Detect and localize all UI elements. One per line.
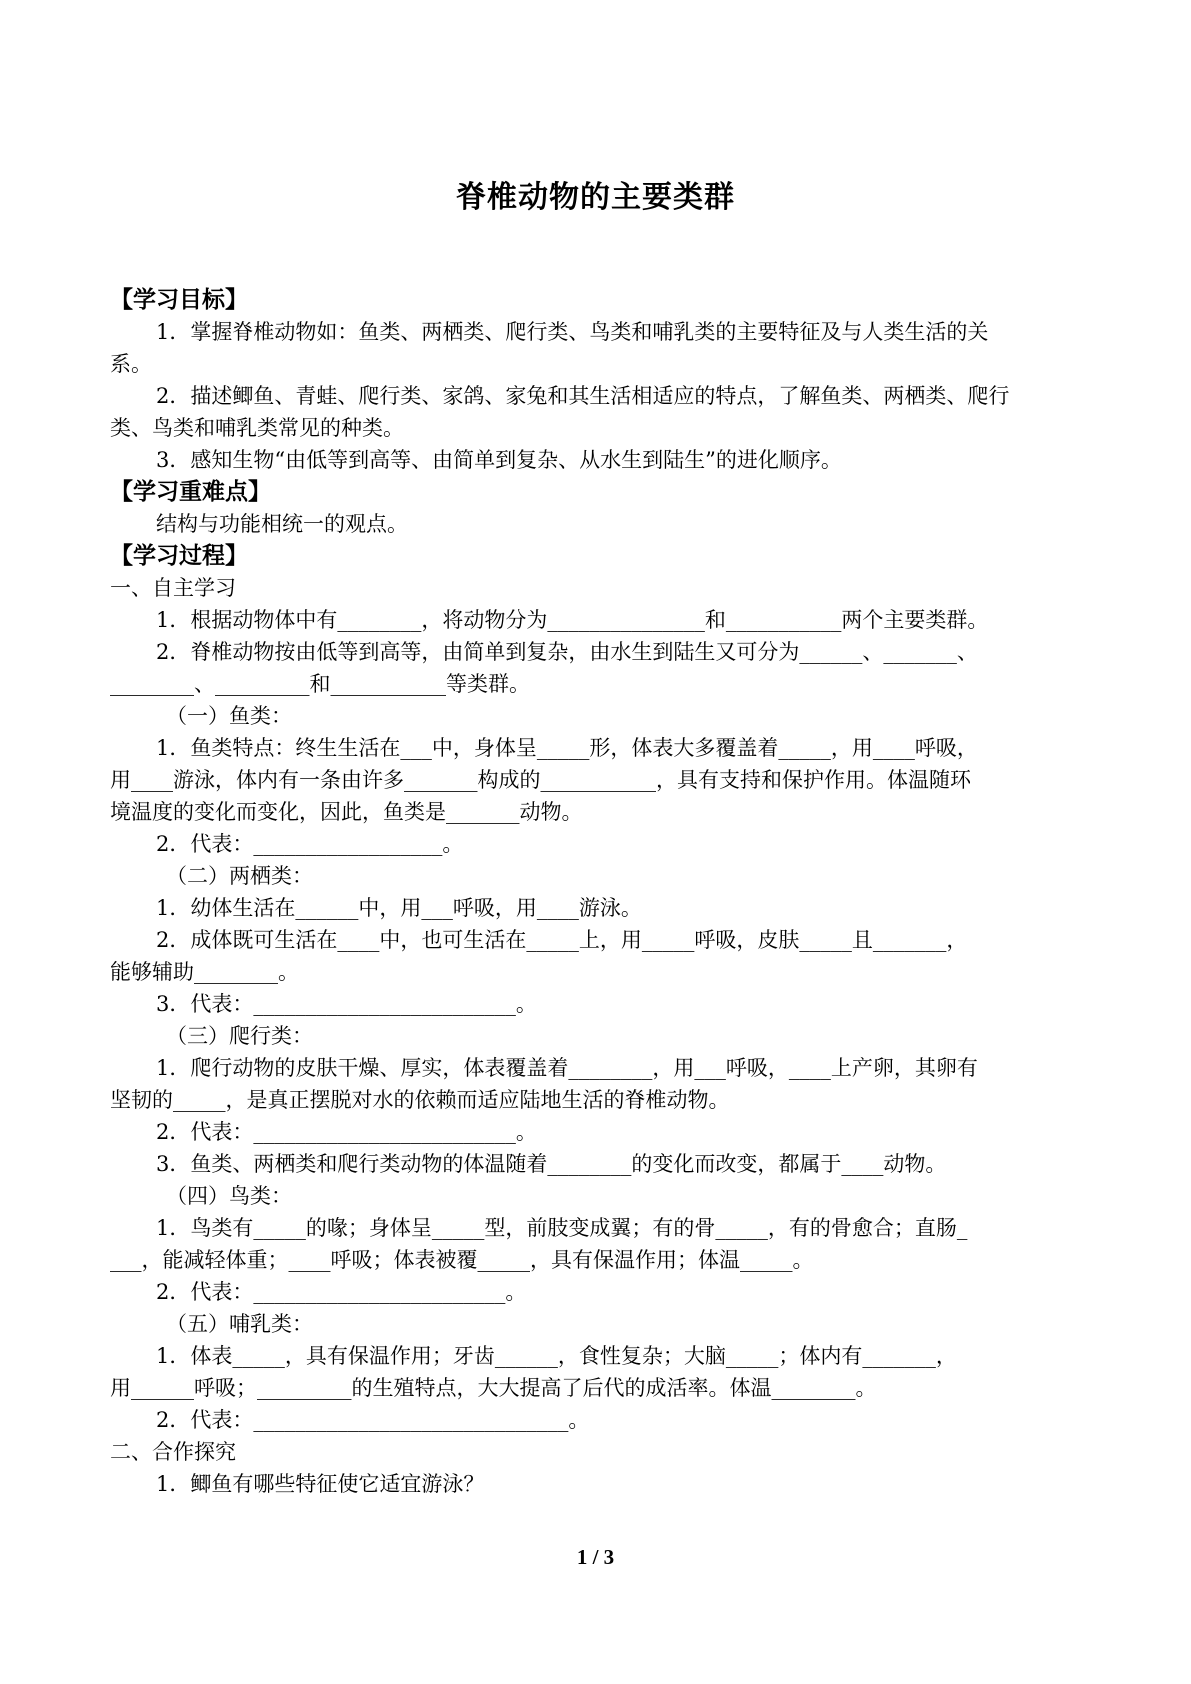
text-line: 1．幼体生活在______中，用___呼吸，用____游泳。 [156,896,642,920]
section-heading: 【学习重难点】 [110,479,271,505]
text-line: （三）爬行类： [166,1024,313,1048]
text-line: 类、鸟类和哺乳类常见的种类。 [110,416,404,440]
text-line: 2．代表：______________________________。 [156,1408,590,1432]
text-line: 2．代表：________________________。 [156,1280,527,1304]
text-line: 1．鸟类有_____的喙；身体呈_____型，前肢变成翼；有的骨_____，有的骨愈合；直肠_ [156,1216,968,1240]
document-body [110,284,1090,1500]
text-line: 结构与功能相统一的观点。 [156,512,408,536]
text-line: 用____游泳，体内有一条由许多_______构成的___________，具有支持和保护作用。体温随环 [110,768,971,792]
text-line: 境温度的变化而变化，因此，鱼类是_______动物。 [110,800,583,824]
text-line: （一）鱼类： [166,704,292,728]
text-line: 1．根据动物体中有________，将动物分为_______________和___________两个主要类群。 [156,608,989,632]
section-heading: 【学习目标】 [110,287,248,313]
text-line: 2．描述鲫鱼、青蛙、爬行类、家鸽、家兔和其生活相适应的特点，了解鱼类、两栖类、爬行 [156,384,1010,408]
section-heading: 【学习过程】 [110,543,248,569]
text-line: 坚韧的_____，是真正摆脱对水的依赖而适应陆地生活的脊椎动物。 [110,1088,730,1112]
text-line: （五）哺乳类： [166,1312,313,1336]
text-line: 2．代表：__________________。 [156,832,464,856]
text-line: 2．成体既可生活在____中，也可生活在_____上，用_____呼吸，皮肤_____且_______， [156,928,968,952]
text-line: 1．掌握脊椎动物如：鱼类、两栖类、爬行类、鸟类和哺乳类的主要特征及与人类生活的关 [156,320,989,344]
text-line: 用______呼吸；_________的生殖特点，大大提高了后代的成活率。体温________。 [110,1376,877,1400]
text-line: 1．鱼类特点：终生生活在___中，身体呈_____形，体表大多覆盖着_____，用____呼吸， [156,736,978,760]
text-line: 3．感知生物“由低等到高等、由简单到复杂、从水生到陆生”的进化顺序。 [156,448,842,472]
page-number: 1 / 3 [576,1545,615,1569]
text-line: 二、合作探究 [110,1440,236,1464]
text-line: （二）两栖类： [166,864,313,888]
text-line: ________、_________和___________等类群。 [110,672,530,696]
text-line: 2．脊椎动物按由低等到高等，由简单到复杂，由水生到陆生又可分为______、_______、 [156,640,978,664]
text-line: 1．爬行动物的皮肤干燥、厚实，体表覆盖着________，用___呼吸，____上产卵，其卵有 [156,1056,978,1080]
text-line: （四）鸟类： [166,1184,292,1208]
text-line: 3．代表：_________________________。 [156,992,537,1016]
text-line: ___，能减轻体重；____呼吸；体表被覆_____，具有保温作用；体温_____。 [110,1248,814,1272]
text-line: 系。 [110,352,152,376]
text-line: 2．代表：_________________________。 [156,1120,537,1144]
text-line: 一、自主学习 [110,576,236,600]
text-line: 1．鲫鱼有哪些特征使它适宜游泳？ [156,1472,485,1496]
text-line: 3．鱼类、两栖类和爬行类动物的体温随着________的变化而改变，都属于____动物。 [156,1152,947,1176]
text-line: 1．体表_____，具有保温作用；牙齿______，食性复杂；大脑_____；体内有_______， [156,1344,957,1368]
text-line: 能够辅助________。 [110,960,299,984]
page-title: 脊椎动物的主要类群 [456,180,735,215]
